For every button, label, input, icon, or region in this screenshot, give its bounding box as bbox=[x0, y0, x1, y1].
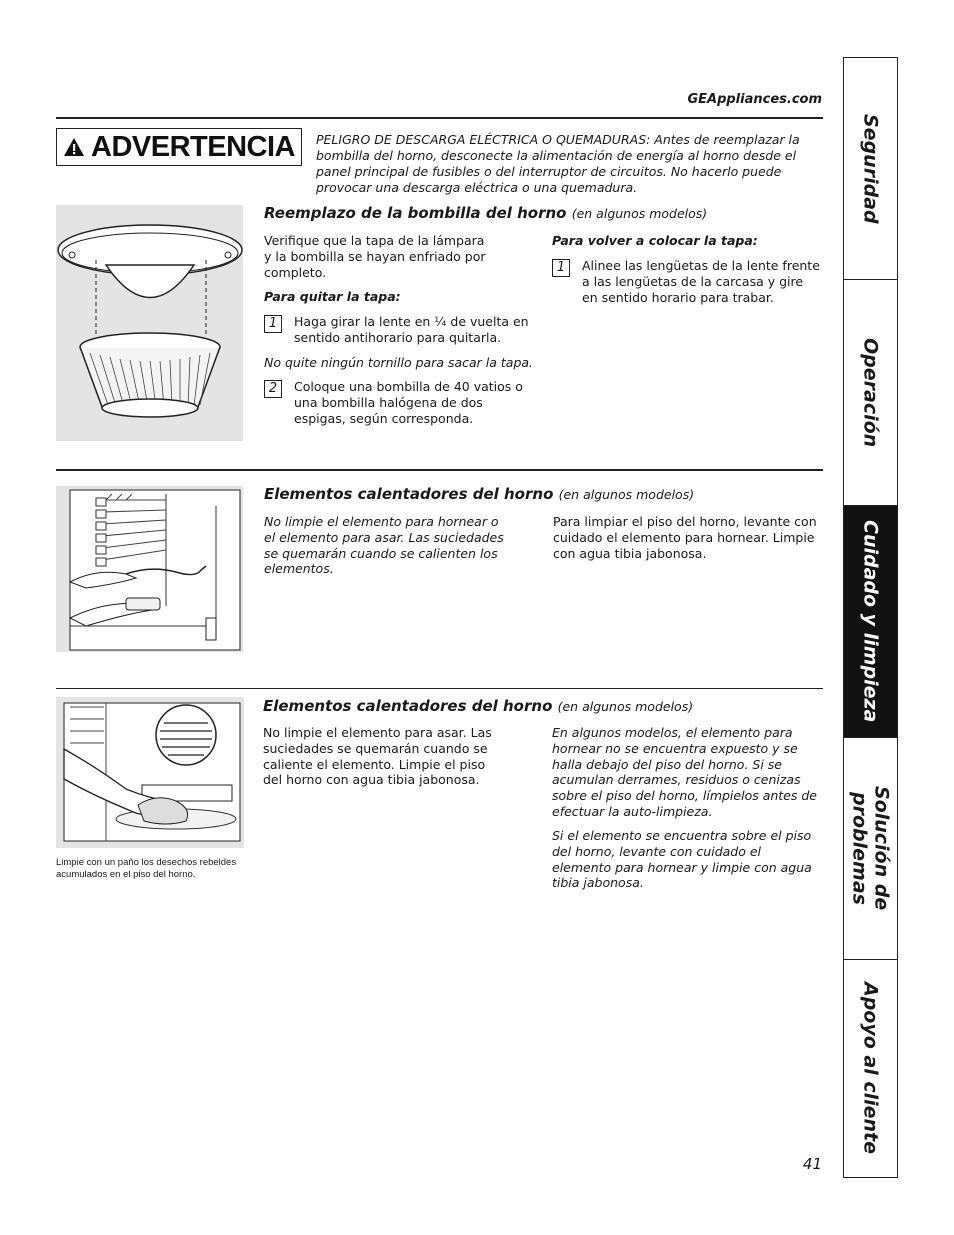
section1-title: Reemplazo de la bombilla del horno bbox=[264, 204, 567, 222]
section3-right-text-1: En algunos modelos, el elemento para hornear no se encuentra expuesto y se halla debajo del piso del horno. Si se acumulan derrames, residuos o cenizas sobre el piso del horno, límpielos antes de efectuar la auto-limpieza. bbox=[552, 725, 817, 819]
section3-left-text: No limpie el elemento para asar. Las suciedades se quemarán cuando se caliente el elemento. Limpie el piso del horno con agua tibia jabonosa. bbox=[263, 725, 492, 788]
section1-heading bbox=[264, 204, 824, 222]
website-url: GEAppliances.com bbox=[687, 92, 822, 107]
section1-subtitle: (en algunos modelos) bbox=[571, 206, 708, 221]
replace-step-1 bbox=[552, 258, 822, 305]
remove-step-2 bbox=[264, 379, 529, 426]
warning-badge bbox=[56, 128, 302, 166]
tab-seguridad[interactable] bbox=[844, 58, 897, 280]
remove-step-1-text: Haga girar la lente en ¼ de vuelta en sentido antihorario para quitarla. bbox=[294, 314, 529, 345]
step-number-box: 2 bbox=[264, 380, 282, 398]
oven-floor-cleaning-illustration bbox=[56, 697, 244, 848]
replace-cover-label: Para volver a colocar la tapa: bbox=[552, 233, 758, 248]
section-divider bbox=[56, 469, 823, 471]
tab-solucion-de-problemas[interactable] bbox=[844, 738, 897, 960]
section2-right-text: Para limpiar el piso del horno, levante con cuidado el elemento para hornear. Limpie con agua tibia jabonosa. bbox=[553, 514, 817, 561]
remove-step-2-text: Coloque una bombilla de 40 vatios o una bombilla halógena de dos espigas, según corresponda. bbox=[294, 379, 523, 426]
section3-heading bbox=[263, 697, 823, 715]
oven-floor-caption: Limpie con un paño los desechos rebeldes acumulados en el piso del horno. bbox=[56, 857, 237, 880]
section2-subtitle: (en algunos modelos) bbox=[558, 487, 695, 502]
step-number-box: 1 bbox=[264, 315, 282, 333]
tab-label: Cuidado y limpieza bbox=[859, 520, 882, 723]
section2-left-text: No limpie el elemento para hornear o el elemento para asar. Las suciedades se quemarán cuando se calienten los elementos. bbox=[264, 514, 504, 577]
remove-cover-label: Para quitar la tapa: bbox=[264, 289, 401, 304]
bake-element-illustration bbox=[56, 486, 243, 652]
warning-triangle-icon bbox=[63, 136, 85, 158]
tab-label: Operación bbox=[859, 337, 882, 448]
section3-subtitle: (en algunos modelos) bbox=[557, 699, 694, 714]
tab-label: Apoyo al cliente bbox=[859, 982, 882, 1155]
warning-text: PELIGRO DE DESCARGA ELÉCTRICA O QUEMADURAS: Antes de reemplazar la bombilla del horno, desconecte la alimentación de energía al horno desde el panel principal de fusibles o del interruptor de circuitos. No hacerlo puede provocar una descarga eléctrica o una quemadura. bbox=[316, 132, 800, 195]
remove-step-1 bbox=[264, 314, 529, 346]
screw-note: No quite ningún tornillo para sacar la tapa. bbox=[264, 355, 534, 370]
warning-title: ADVERTENCIA bbox=[91, 130, 295, 163]
tab-label: Seguridad bbox=[859, 113, 882, 224]
section3-title: Elementos calentadores del horno bbox=[263, 697, 553, 715]
light-cover-illustration bbox=[56, 205, 243, 441]
tab-label: Solución de problemas bbox=[848, 786, 893, 911]
section3-right-text-2: Si el elemento se encuentra sobre el piso del horno, levante con cuidado el elemento para hornear y limpie con agua tibia jabonosa. bbox=[552, 828, 812, 891]
replace-step-1-text: Alinee las lengüetas de la lente frente a las lengüetas de la carcasa y gire en sentido horario para trabar. bbox=[582, 258, 820, 305]
section-divider bbox=[56, 688, 823, 689]
page-number: 41 bbox=[802, 1155, 822, 1173]
tab-operacion[interactable] bbox=[844, 280, 897, 506]
tab-cuidado-y-limpieza[interactable] bbox=[844, 506, 897, 738]
header-rule bbox=[56, 117, 823, 119]
section-tabs bbox=[843, 57, 898, 1178]
section2-title: Elementos calentadores del horno bbox=[264, 485, 554, 503]
step-number-box: 1 bbox=[552, 259, 570, 277]
tab-apoyo-al-cliente[interactable] bbox=[844, 960, 897, 1177]
section1-intro: Verifique que la tapa de la lámpara y la bombilla se hayan enfriado por completo. bbox=[264, 233, 486, 280]
section2-heading bbox=[264, 485, 824, 503]
